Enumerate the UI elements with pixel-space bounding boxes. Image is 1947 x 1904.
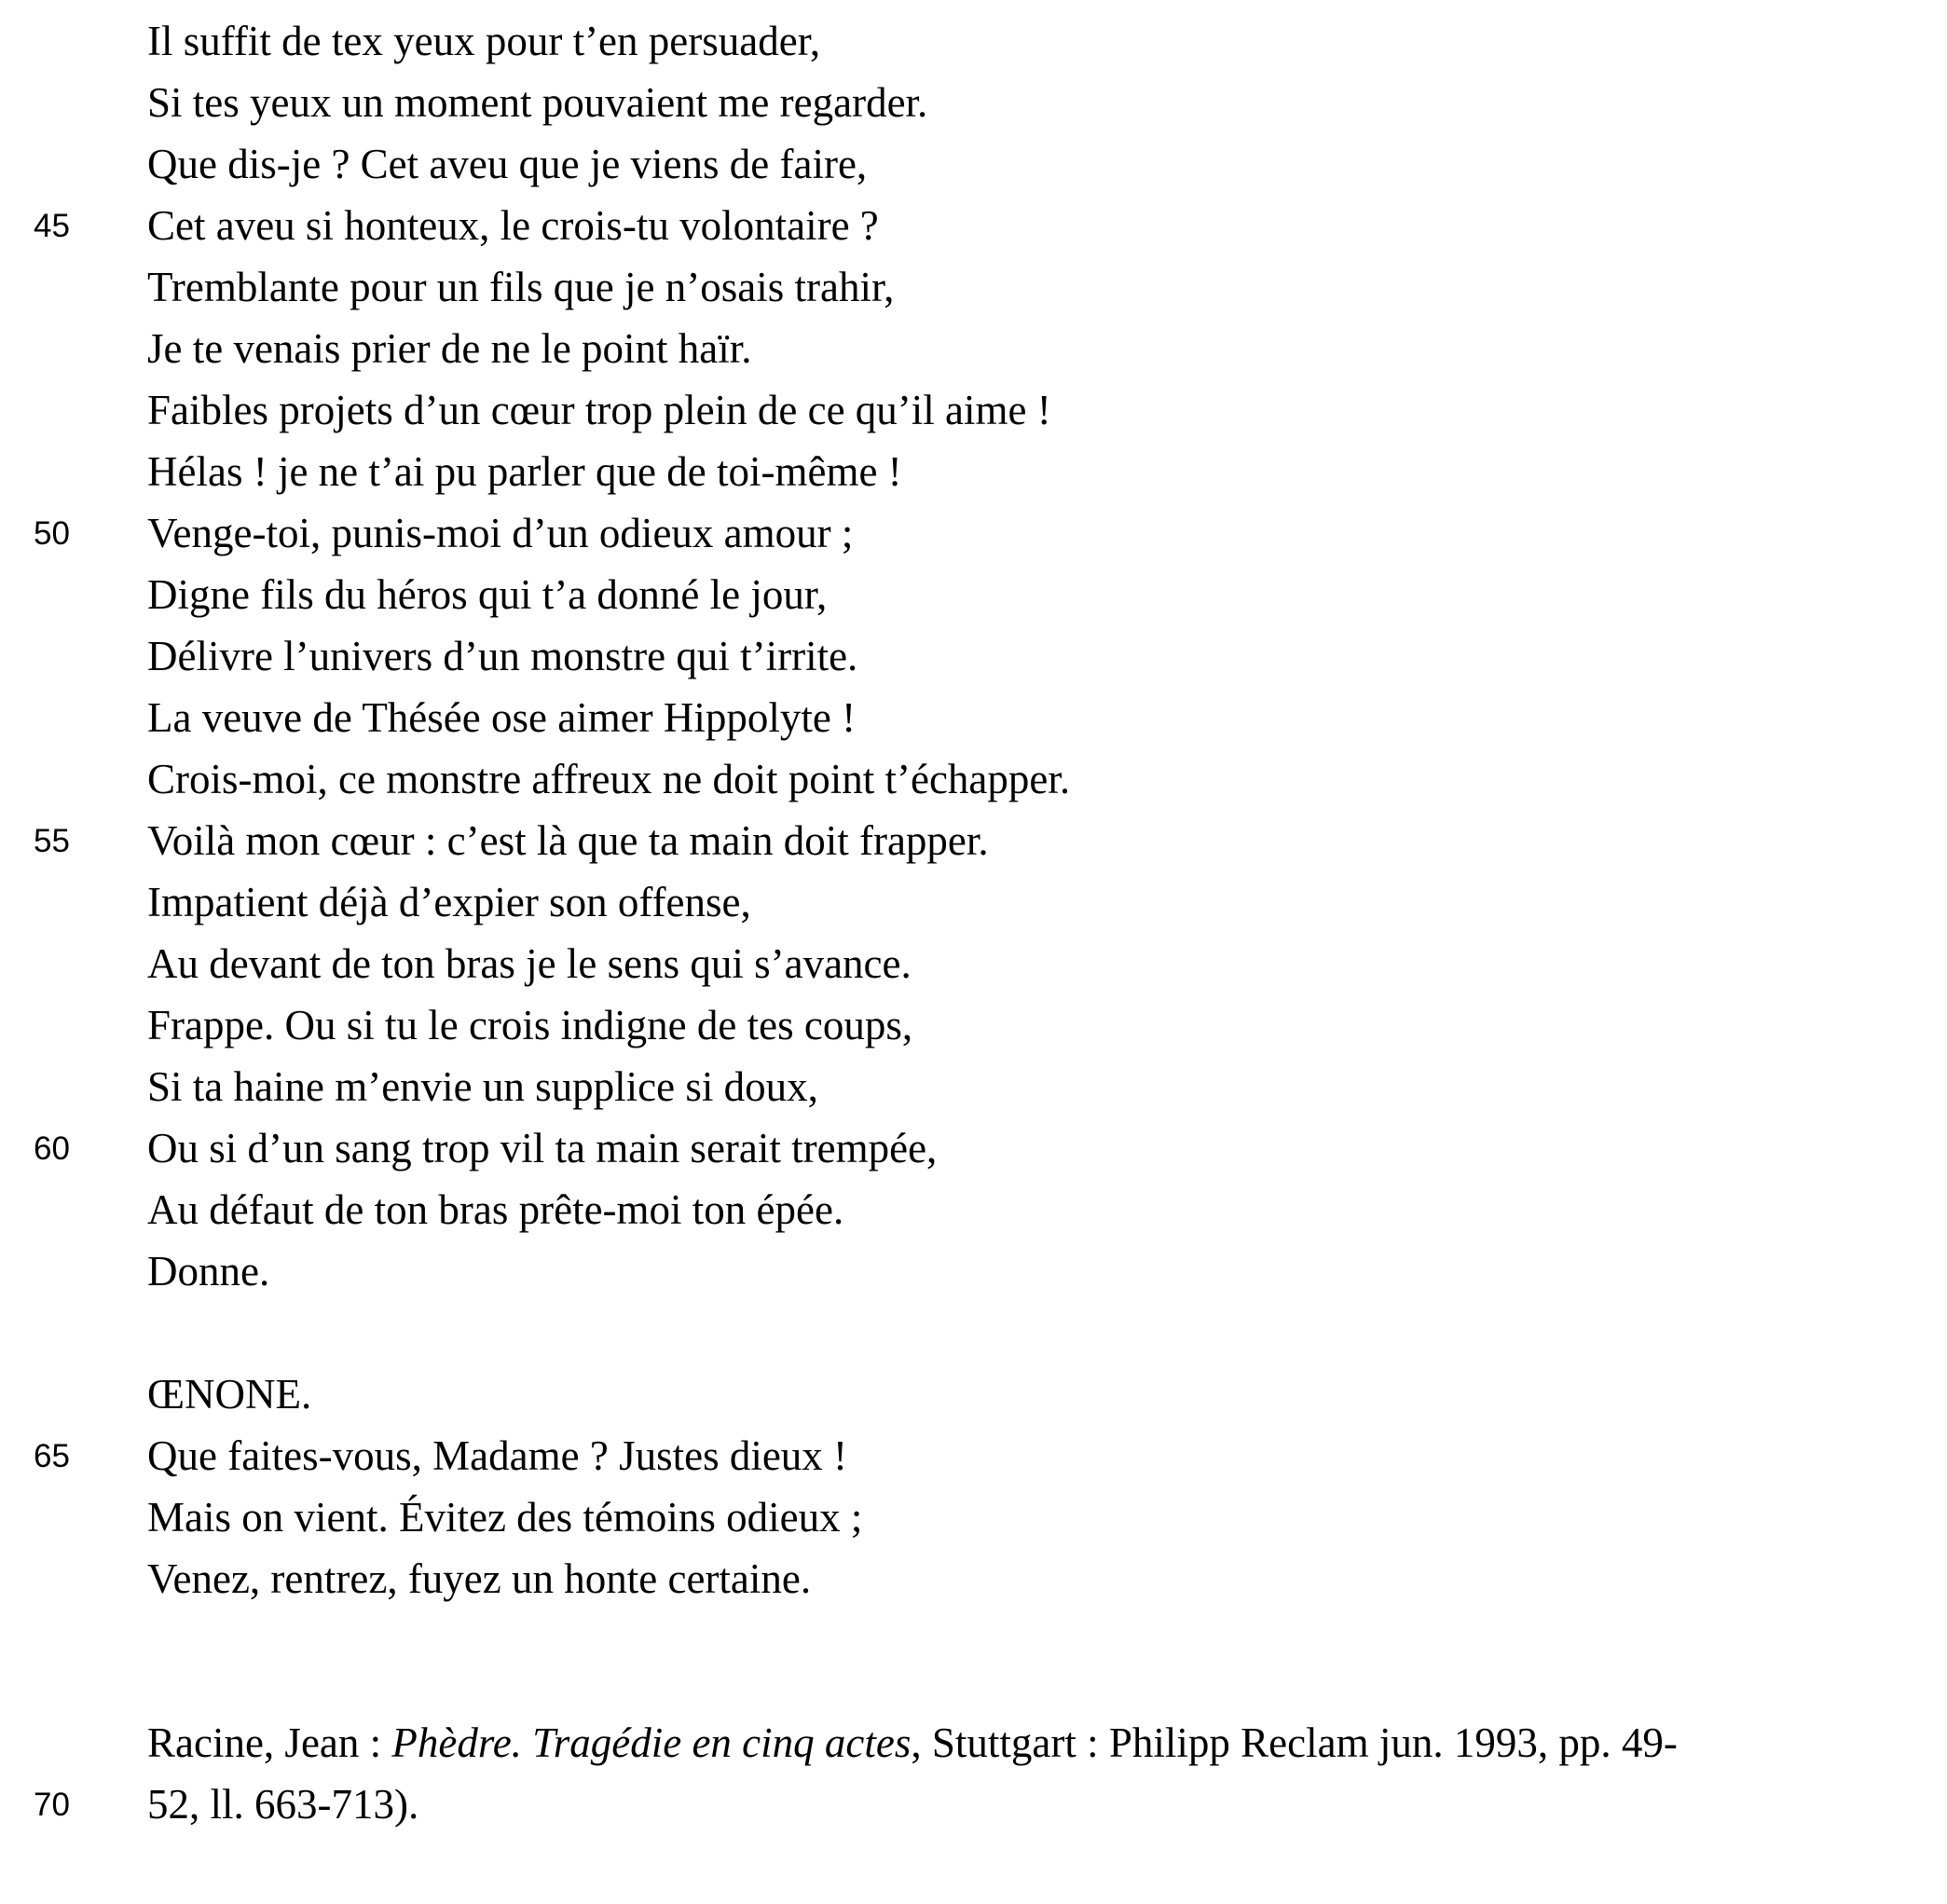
verse-text: Crois-moi, ce monstre affreux ne doit point t’échapper. (147, 756, 1071, 802)
line-number: 70 (34, 1787, 70, 1823)
verse-line (0, 1486, 1947, 1548)
line-number: 45 (34, 208, 70, 244)
verse-line (0, 933, 1947, 994)
citation-title: Phèdre. Tragédie en cinq actes (391, 1719, 912, 1766)
verse-line (0, 318, 1947, 379)
verse-text: Délivre l’univers d’un monstre qui t’irrite. (147, 633, 858, 679)
verse-line (0, 10, 1947, 72)
verse-text: La veuve de Thésée ose aimer Hippolyte ! (147, 694, 857, 741)
verse-line (0, 871, 1947, 933)
verse-text: Tremblante pour un fils que je n’osais trahir, (147, 264, 895, 310)
verse-text: Au devant de ton bras je le sens qui s’avance. (147, 940, 912, 987)
verse-text: Que faites-vous, Madame ? Justes dieux ! (147, 1432, 848, 1479)
verse-text: Il suffit de tex yeux pour t’en persuader, (147, 18, 821, 64)
verse-line (0, 502, 1947, 564)
verse-line (0, 441, 1947, 502)
verse-text: Je te venais prier de ne le point haïr. (147, 325, 752, 372)
citation-author: Racine, Jean : (147, 1719, 392, 1766)
line-number: 55 (34, 823, 70, 859)
verse-line (0, 748, 1947, 810)
citation-publication: , Stuttgart : Philipp Reclam jun. 1993, pp. 49- (911, 1719, 1678, 1766)
verse-line (0, 1179, 1947, 1240)
citation-line (0, 1712, 1947, 1774)
speaker-name: ŒNONE. (147, 1371, 312, 1418)
verse-text: Hélas ! je ne t’ai pu parler que de toi-même ! (147, 448, 902, 495)
verse-text: Faibles projets d’un cœur trop plein de ce qu’il aime ! (147, 387, 1051, 433)
verse-text: Venge-toi, punis-moi d’un odieux amour ; (147, 510, 854, 556)
verse-text: Venez, rentrez, fuyez un honte certaine. (147, 1555, 812, 1602)
verse-line (0, 72, 1947, 133)
verse-text: Cet aveu si honteux, le crois-tu volontaire ? (147, 202, 879, 249)
verse-line (0, 810, 1947, 871)
verse-line (0, 687, 1947, 748)
citation-line (0, 1774, 1947, 1835)
verse-line (0, 1548, 1947, 1609)
verse-text: Que dis-je ? Cet aveu que je viens de faire, (147, 141, 868, 187)
verse-text: Frappe. Ou si tu le crois indigne de tes coups, (147, 1002, 913, 1048)
verse-text: Au défaut de ton bras prête-moi ton épée. (147, 1186, 844, 1233)
citation-continuation: 52, ll. 663-713). (147, 1781, 419, 1828)
verse-line (0, 1425, 1947, 1486)
verse-line (0, 133, 1947, 195)
verse-line (0, 625, 1947, 687)
verse-line (0, 994, 1947, 1056)
blank-line (0, 1302, 1947, 1363)
line-number: 65 (34, 1438, 70, 1474)
verse-line (0, 195, 1947, 256)
citation-text (147, 1712, 1678, 1774)
verse-text: Impatient déjà d’expier son offense, (147, 879, 751, 925)
verse-line (0, 256, 1947, 318)
line-number: 60 (34, 1130, 70, 1167)
verse-text: Si ta haine m’envie un supplice si doux, (147, 1063, 818, 1110)
line-number: 50 (34, 515, 70, 552)
verse-text: Mais on vient. Évitez des témoins odieux ; (147, 1494, 863, 1541)
verse-line (0, 1056, 1947, 1117)
verse-text: Ou si d’un sang trop vil ta main serait trempée, (147, 1125, 938, 1171)
verse-text: Digne fils du héros qui t’a donné le jour, (147, 571, 828, 618)
verse-line (0, 1117, 1947, 1179)
verse-line (0, 564, 1947, 625)
speaker-line (0, 1363, 1947, 1425)
verse-line (0, 1240, 1947, 1302)
verse-line (0, 379, 1947, 441)
verse-text: Donne. (147, 1248, 270, 1294)
verse-text: Voilà mon cœur : c’est là que ta main doit frapper. (147, 817, 989, 864)
verse-text: Si tes yeux un moment pouvaient me regarder. (147, 79, 928, 126)
